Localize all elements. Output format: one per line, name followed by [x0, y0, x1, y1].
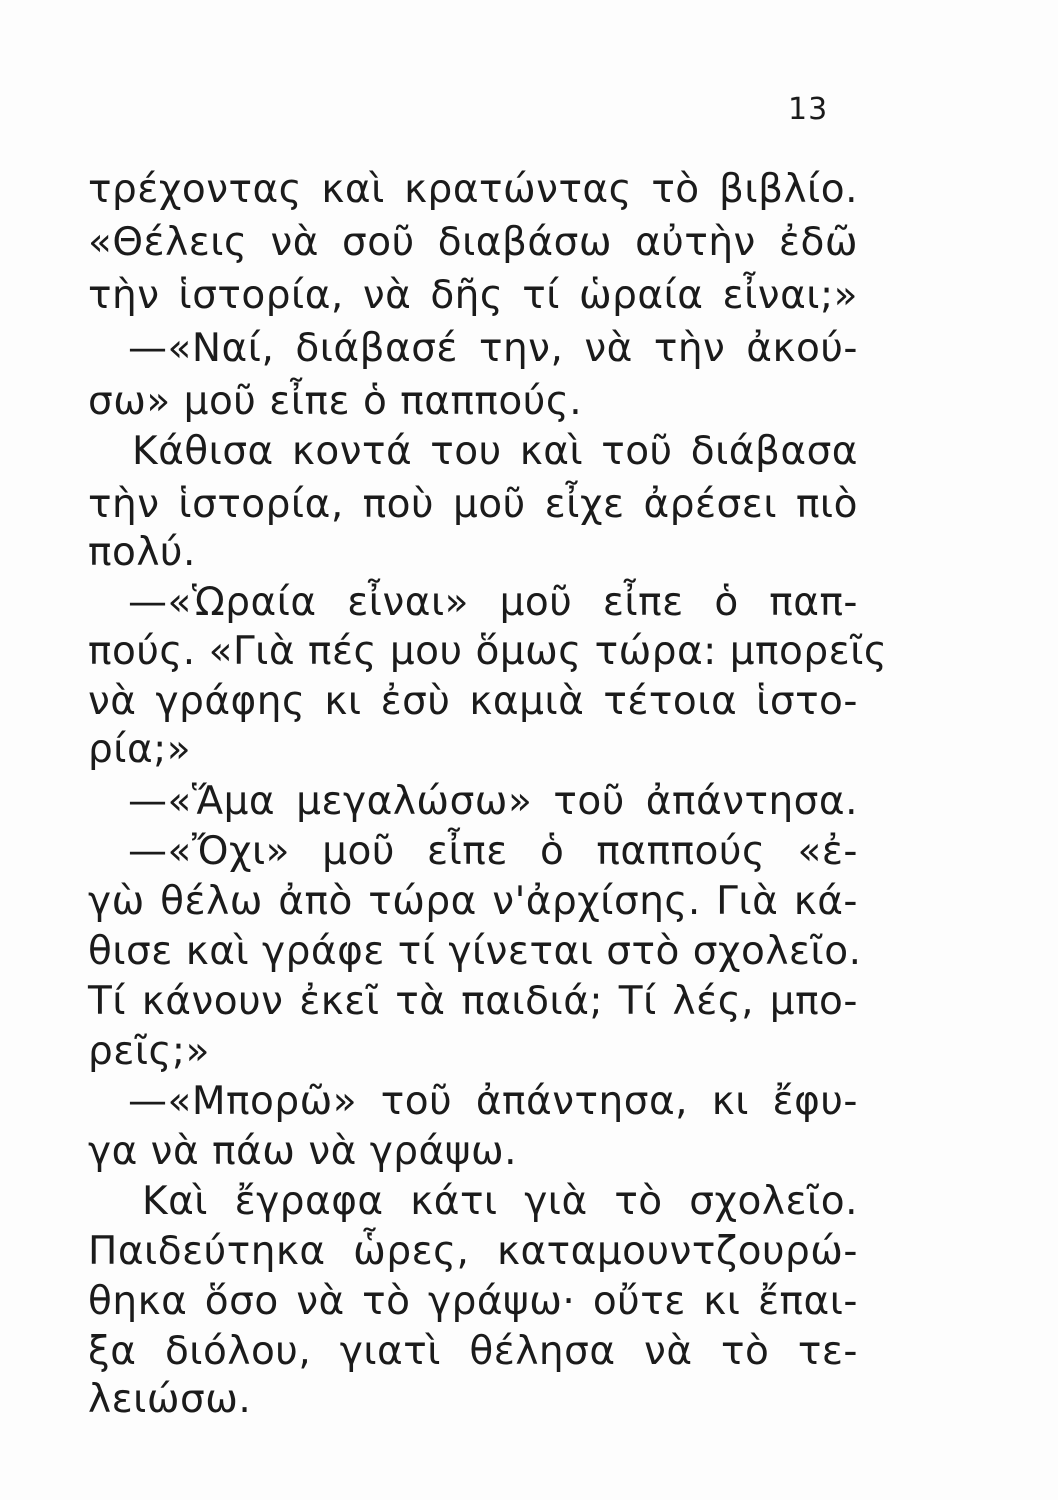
text-line: θηκα ὅσο νὰ τὸ γράψω· οὔτε κι ἔπαι-: [88, 1279, 858, 1324]
text-line: πολύ.: [88, 530, 196, 575]
text-line: γα νὰ πάω νὰ γράψω.: [88, 1129, 518, 1174]
text-line: Καὶ ἔγραφα κάτι γιὰ τὸ σχολεῖο.: [142, 1179, 858, 1224]
text-line: λειώσω.: [88, 1377, 252, 1422]
text-line: ρεῖς;»: [88, 1029, 210, 1074]
text-line: Κάθισα κοντά του καὶ τοῦ διάβασα: [132, 429, 858, 474]
text-line: ρία;»: [88, 727, 192, 772]
text-line: Τί κάνουν ἐκεῖ τὰ παιδιά; Τί λές, μπο-: [88, 979, 858, 1024]
text-line: —«Μπορῶ» τοῦ ἀπάντησα, κι ἔφυ-: [128, 1079, 858, 1124]
text-line: Παιδεύτηκα ὧρες, καταμουντζουρώ-: [88, 1229, 858, 1274]
text-line: —«Ἅμα μεγαλώσω» τοῦ ἀπάντησα.: [128, 779, 858, 824]
text-line: —«Ναί, διάβασέ την, νὰ τὴν ἀκού-: [128, 326, 858, 371]
text-line: —«Ὡραία εἶναι» μοῦ εἶπε ὁ παπ-: [128, 580, 858, 625]
text-line: σω» μοῦ εἶπε ὁ παππούς.: [88, 379, 583, 424]
text-line: τὴν ἱστορία, νὰ δῆς τί ὡραία εἶναι;»: [88, 273, 858, 318]
text-line: «Θέλεις νὰ σοῦ διαβάσω αὐτὴν ἐδῶ: [88, 220, 858, 265]
text-line: —«Ὄχι» μοῦ εἶπε ὁ παππούς «ἐ-: [128, 829, 858, 874]
text-line: γὼ θέλω ἀπὸ τώρα ν'ἀρχίσης. Γιὰ κά-: [88, 879, 858, 924]
text-line: νὰ γράφης κι ἐσὺ καμιὰ τέτοια ἱστο-: [88, 679, 858, 724]
text-line: πούς. «Γιὰ πές μου ὅμως τώρα: μπορεῖς: [88, 629, 888, 674]
text-line: θισε καὶ γράφε τί γίνεται στὸ σχολεῖο.: [88, 929, 862, 974]
text-line: τὴν ἱστορία, ποὺ μοῦ εἶχε ἀρέσει πιὸ: [88, 482, 858, 527]
page-number: 13: [788, 92, 829, 127]
text-line: τρέχοντας καὶ κρατώντας τὸ βιβλίο.: [88, 167, 858, 212]
text-line: ξα διόλου, γιατὶ θέλησα νὰ τὸ τε-: [88, 1329, 858, 1374]
